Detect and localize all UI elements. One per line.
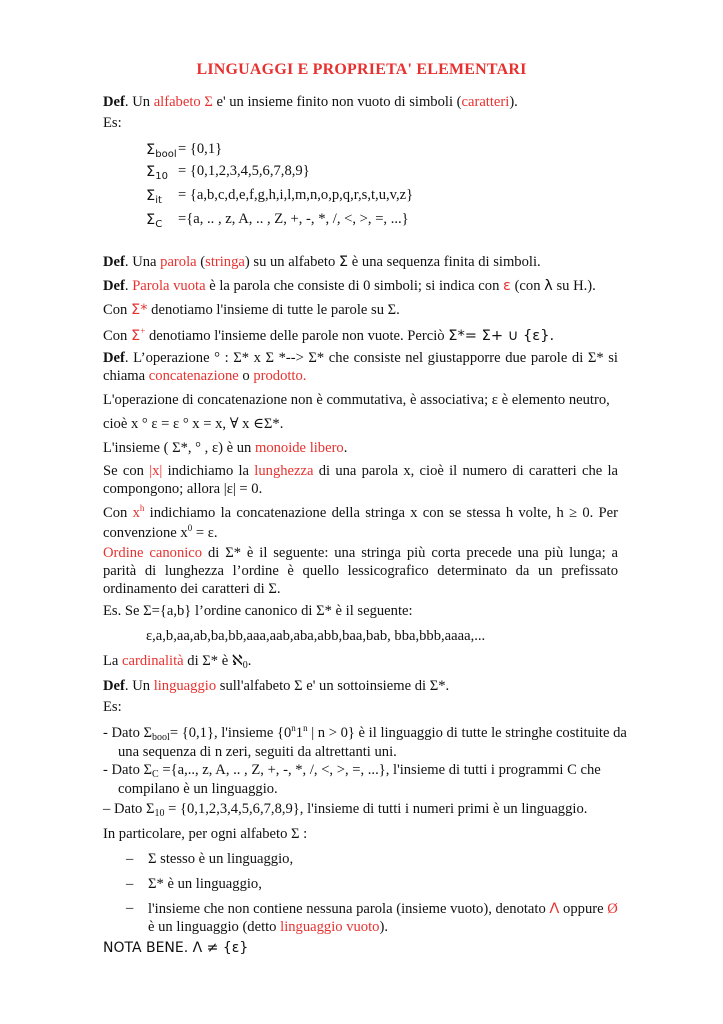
- example-label: Es:: [103, 115, 122, 131]
- example-label-2: Es:: [103, 699, 122, 715]
- bullet-dash: –: [126, 851, 134, 867]
- term-caratteri: caratteri: [461, 94, 510, 110]
- definition-concatenation: Def. L’operazione ° : Σ* x Σ *--> Σ* che consiste nel giustapporre due parole di Σ* si chiama concatenazione o prodotto.: [103, 350, 618, 384]
- term-alfabeto: alfabeto Σ: [153, 94, 213, 110]
- particular-intro: In particolare, per ogni alfabeto Σ :: [103, 826, 308, 842]
- alphabet-it-symbol: $\Sigma_{it}$: [146, 187, 162, 206]
- alphabet-it-value: = {a,b,c,d,e,f,g,h,i,l,m,n,o,p,q,r,s,t,u,v,z}: [178, 187, 414, 203]
- definition-word: Def. Una parola (stringa) su un alfabeto Σ è una sequenza finita di simboli.: [103, 253, 541, 270]
- alphabet-bool-symbol: $\Sigma_{bool}$: [146, 141, 177, 160]
- neutral-element-line: cioè x ° ε = ε ° x = x, ∀ x ∈Σ*.: [103, 416, 284, 432]
- canonical-order-sequence: ε,a,b,aa,ab,ba,bb,aaa,aab,aba,abb,baa,bab, bba,bbb,aaaa,...: [146, 628, 486, 644]
- canonical-order-example: Es. Se Σ={a,b} l’ordine canonico di Σ* è il seguente:: [103, 603, 413, 619]
- bullet-empty-language: l'insieme che non contiene nessuna parola (insieme vuoto), denotato Λ oppure Ø è un linguaggio (detto linguaggio vuoto).: [148, 900, 618, 935]
- cardinality-line: La cardinalità di Σ* è ℵ$_0$.: [103, 653, 252, 671]
- kleene-star-definition: Con Σ* denotiamo l'insieme di tutte le parole su Σ.: [103, 301, 400, 318]
- example-bool-language: - Dato $\Sigma_{bool}= \{0,1\}$, l'insieme {0$^n$1$^n$ | n > 0} è il linguaggio di tutte le stringhe costituite da una sequenza di n zeri, seguiti da altrettanti uni.: [103, 723, 627, 761]
- definition-alphabet: Def. Un alfabeto Σ e' un insieme finito non vuoto di simboli (caratteri).: [103, 94, 518, 110]
- example-primes-language: – Dato $\Sigma_{10} = \{0,1,2,3,4,5,6,7,8,9\}$, l'insieme di tutti i numeri primi è un linguaggio.: [103, 801, 588, 819]
- associativity-line: L'operazione di concatenazione non è commutativa, è associativa; ε è elemento neutro,: [103, 392, 610, 408]
- bullet-sigma-language: Σ stesso è un linguaggio,: [148, 851, 294, 867]
- bullet-dash: –: [126, 900, 134, 916]
- page-title: LINGUAGGI E PROPRIETA' ELEMENTARI: [196, 61, 527, 78]
- bullet-sigma-star-language: Σ* è un linguaggio,: [148, 876, 262, 892]
- example-c-language: - Dato $\Sigma_C =\{a$,.., z, A, .. , Z, +, -, *, /, <, >, =, ...}, l'insieme di tutti i programmi C che compilano è un linguaggio.: [103, 762, 601, 798]
- kleene-plus-definition: Con Σ+ denotiamo l'insieme delle parole non vuote. Perciò Σ*= Σ+ ∪ {ε}.: [103, 326, 555, 344]
- canonical-order-definition: Ordine canonico di Σ* è il seguente: una stringa più corta precede una più lunga; a parità di lunghezza l’ordine è quello lessicografico determinato da un prefissato ordinamento dei caratteri di Σ.: [103, 545, 618, 597]
- power-definition: Con $x^h$ indichiamo la concatenazione della stringa x con se stessa h volte, h ≥ 0. Per convenzione $x^0 = \varepsilon$.: [103, 503, 618, 541]
- bullet-dash: –: [126, 876, 134, 892]
- nota-bene: NOTA BENE. Λ ≠ {ε}: [103, 940, 249, 956]
- free-monoid-line: L'insieme ( Σ*, ° , ε) è un monoide libero.: [103, 440, 348, 456]
- alphabet-10-symbol: $\Sigma_{10}$: [146, 163, 168, 182]
- alphabet-c-value: ={a, .. , z, A, .. , Z, +, -, *, /, <, >, =, ...}: [178, 211, 409, 227]
- length-definition: Se con |x| indichiamo la lunghezza di una parola x, cioè il numero di caratteri che la compongono; allora |ε| = 0.: [103, 463, 619, 497]
- definition-language: Def. Un linguaggio sull'alfabeto Σ e' un sottoinsieme di Σ*.: [103, 678, 450, 694]
- alphabet-bool-value: = {0,1}: [178, 141, 223, 157]
- alphabet-c-symbol: $\Sigma_C$: [146, 211, 163, 230]
- alphabet-10-value: = {0,1,2,3,4,5,6,7,8,9}: [178, 163, 310, 179]
- definition-empty-word: Def. Parola vuota è la parola che consiste di 0 simboli; si indica con ε (con λ su H.).: [103, 277, 596, 294]
